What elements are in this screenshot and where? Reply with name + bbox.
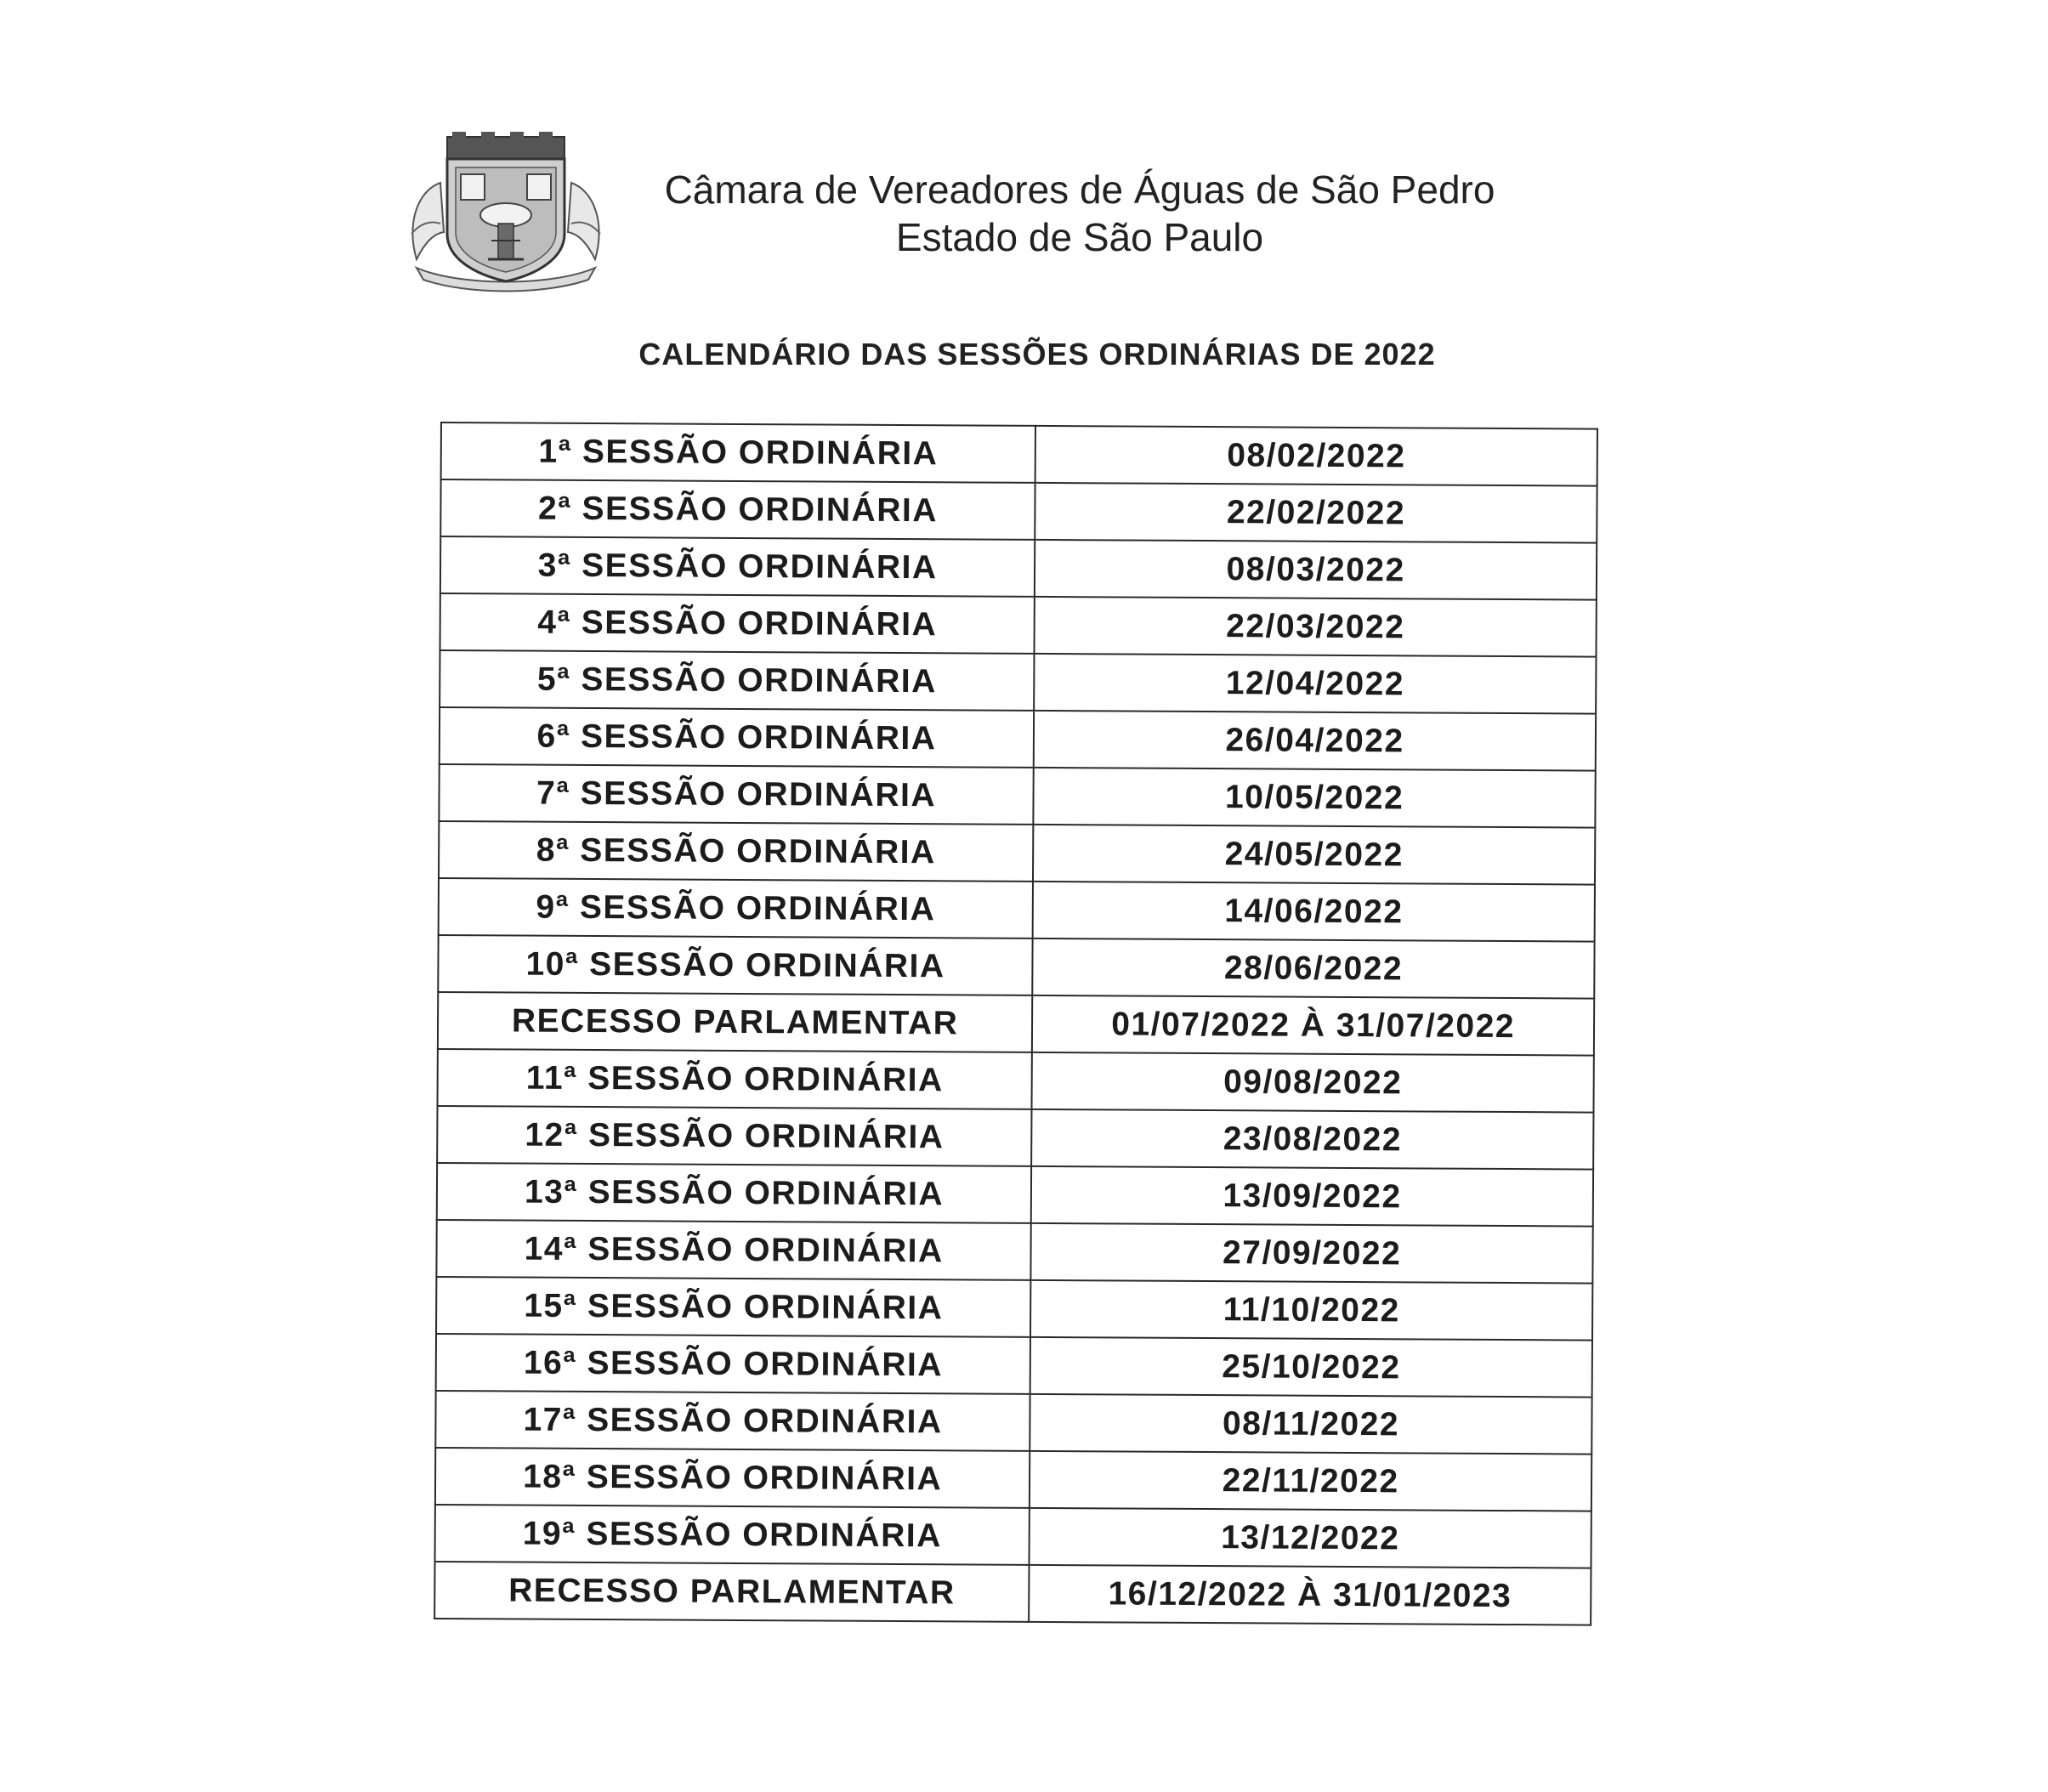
session-name-cell: 5ª SESSÃO ORDINÁRIA: [440, 650, 1035, 711]
session-name-cell: 6ª SESSÃO ORDINÁRIA: [440, 707, 1035, 768]
table-row: [438, 1049, 1594, 1113]
session-date-cell: 22/11/2022: [1030, 1451, 1591, 1511]
session-date-cell: 14/06/2022: [1033, 882, 1595, 942]
session-date-cell: 26/04/2022: [1034, 711, 1596, 771]
table-row: [440, 707, 1596, 771]
table-row: [437, 1106, 1593, 1170]
session-name-cell: 14ª SESSÃO ORDINÁRIA: [436, 1220, 1031, 1280]
table-row: [439, 764, 1595, 828]
session-name-cell: 7ª SESSÃO ORDINÁRIA: [439, 764, 1034, 825]
table-row: [440, 650, 1596, 714]
session-name-cell: 4ª SESSÃO ORDINÁRIA: [440, 593, 1035, 654]
table-row: [435, 1391, 1591, 1455]
coat-of-arms-icon: [400, 132, 612, 293]
table-row: [435, 1505, 1591, 1568]
session-schedule-table: [434, 422, 1598, 1626]
session-name-cell: 19ª SESSÃO ORDINÁRIA: [435, 1505, 1030, 1565]
session-date-cell: 08/03/2022: [1035, 540, 1597, 600]
session-name-cell: 15ª SESSÃO ORDINÁRIA: [436, 1277, 1031, 1337]
session-date-cell: 13/12/2022: [1030, 1508, 1591, 1568]
session-date-cell: 22/03/2022: [1035, 597, 1597, 657]
session-date-cell: 12/04/2022: [1034, 654, 1596, 714]
table-row: [436, 1220, 1592, 1284]
session-date-cell: 23/08/2022: [1031, 1109, 1593, 1170]
session-date-cell: 08/02/2022: [1035, 426, 1597, 486]
session-name-cell: 1ª SESSÃO ORDINÁRIA: [441, 422, 1036, 483]
session-date-cell: 25/10/2022: [1030, 1337, 1592, 1398]
table-row: [439, 878, 1595, 942]
session-name-cell: 9ª SESSÃO ORDINÁRIA: [439, 878, 1034, 939]
session-date-cell: 10/05/2022: [1034, 768, 1596, 828]
session-name-cell: 17ª SESSÃO ORDINÁRIA: [435, 1391, 1030, 1451]
org-state: Estado de São Paulo: [895, 215, 1264, 259]
table-row: [438, 935, 1594, 999]
session-date-cell: 24/05/2022: [1033, 825, 1595, 885]
table-row: [435, 1448, 1591, 1511]
table-row: [438, 992, 1594, 1056]
session-name-cell: 18ª SESSÃO ORDINÁRIA: [435, 1448, 1030, 1508]
session-name-cell: 8ª SESSÃO ORDINÁRIA: [439, 821, 1034, 882]
session-date-cell: 08/11/2022: [1030, 1394, 1591, 1455]
session-date-cell: 27/09/2022: [1031, 1223, 1593, 1284]
session-date-cell: 22/02/2022: [1035, 483, 1597, 543]
table-row: [436, 1334, 1592, 1398]
session-name-cell: 11ª SESSÃO ORDINÁRIA: [438, 1049, 1033, 1109]
session-name-cell: 12ª SESSÃO ORDINÁRIA: [437, 1106, 1032, 1166]
table-row: [436, 1277, 1592, 1341]
document-title: CALENDÁRIO DAS SESSÕES ORDINÁRIAS DE 2022: [638, 337, 1436, 371]
org-name: Câmara de Vereadores de Águas de São Pedro: [664, 167, 1495, 212]
session-name-cell: 2ª SESSÃO ORDINÁRIA: [440, 479, 1035, 540]
session-date-cell: 16/12/2022 À 31/01/2023: [1029, 1565, 1591, 1625]
session-name-cell: 16ª SESSÃO ORDINÁRIA: [436, 1334, 1031, 1394]
table-row: [440, 593, 1596, 657]
table-row: [440, 479, 1597, 543]
table-row: [439, 821, 1595, 885]
session-name-cell: 13ª SESSÃO ORDINÁRIA: [437, 1163, 1032, 1223]
session-date-cell: 13/09/2022: [1031, 1166, 1593, 1227]
table-row: [437, 1163, 1593, 1227]
table-row: [434, 1562, 1591, 1625]
table-row: [441, 422, 1597, 486]
session-date-cell: 09/08/2022: [1032, 1052, 1594, 1113]
session-name-cell: 10ª SESSÃO ORDINÁRIA: [438, 935, 1033, 995]
table-row: [440, 536, 1597, 600]
session-date-cell: 11/10/2022: [1030, 1280, 1592, 1341]
session-date-cell: 01/07/2022 À 31/07/2022: [1032, 995, 1594, 1056]
schedule-body: [434, 422, 1597, 1625]
session-name-cell: 3ª SESSÃO ORDINÁRIA: [440, 536, 1035, 597]
session-name-cell: RECESSO PARLAMENTAR: [434, 1562, 1030, 1622]
session-name-cell: RECESSO PARLAMENTAR: [438, 992, 1033, 1052]
session-date-cell: 28/06/2022: [1032, 939, 1594, 999]
